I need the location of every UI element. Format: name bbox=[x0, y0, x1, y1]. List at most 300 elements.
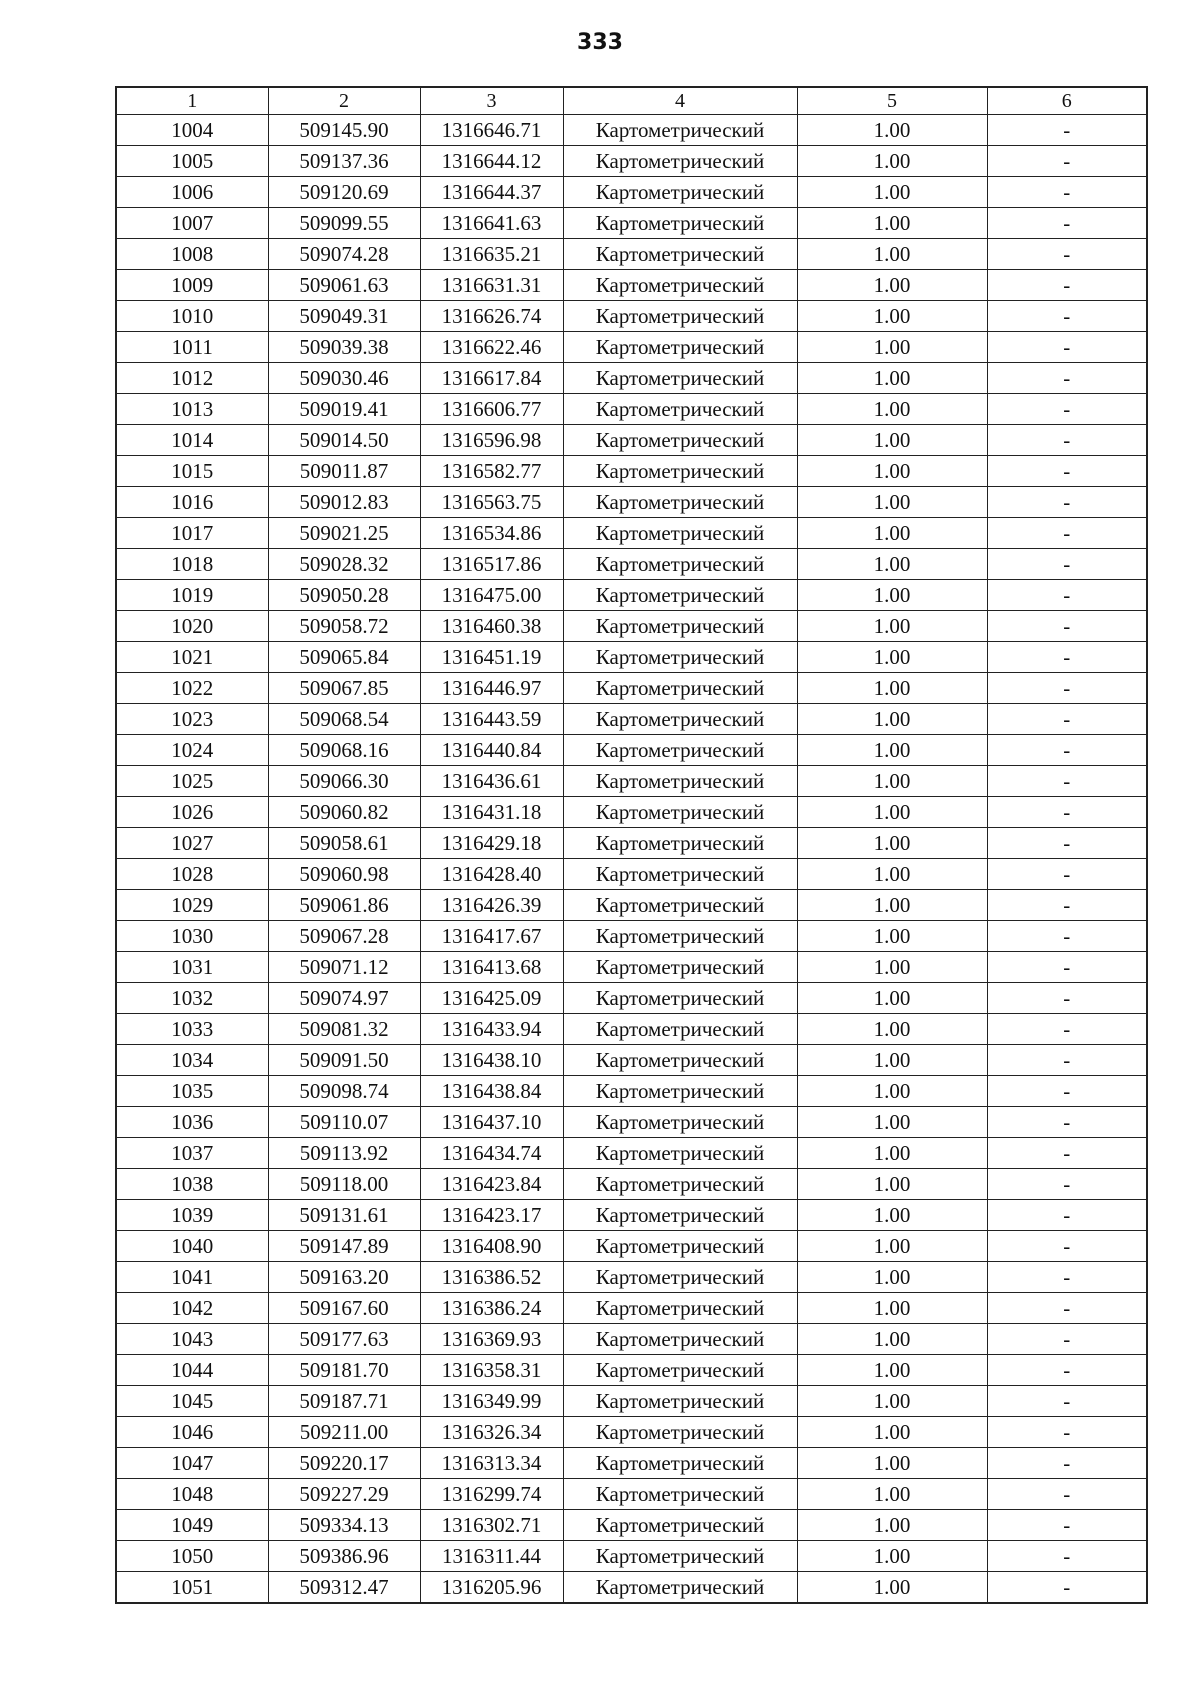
y-coordinate-cell: 1316437.10 bbox=[420, 1107, 563, 1138]
table-row bbox=[116, 1448, 1147, 1479]
point-number-cell: 1041 bbox=[116, 1262, 268, 1293]
point-number-cell: 1037 bbox=[116, 1138, 268, 1169]
method-cell: Картометрический bbox=[563, 456, 797, 487]
point-number-cell: 1051 bbox=[116, 1572, 268, 1604]
point-number-cell: 1046 bbox=[116, 1417, 268, 1448]
y-coordinate-cell: 1316417.67 bbox=[420, 921, 563, 952]
method-cell: Картометрический bbox=[563, 177, 797, 208]
x-coordinate-cell: 509019.41 bbox=[268, 394, 420, 425]
column-header-1: 1 bbox=[116, 87, 268, 115]
method-cell: Картометрический bbox=[563, 1138, 797, 1169]
description-cell: - bbox=[987, 890, 1147, 921]
page-number: 333 bbox=[577, 30, 623, 55]
accuracy-cell: 1.00 bbox=[797, 921, 987, 952]
table-row bbox=[116, 890, 1147, 921]
table-row bbox=[116, 1417, 1147, 1448]
method-cell: Картометрический bbox=[563, 983, 797, 1014]
y-coordinate-cell: 1316446.97 bbox=[420, 673, 563, 704]
x-coordinate-cell: 509068.16 bbox=[268, 735, 420, 766]
y-coordinate-cell: 1316326.34 bbox=[420, 1417, 563, 1448]
x-coordinate-cell: 509061.86 bbox=[268, 890, 420, 921]
accuracy-cell: 1.00 bbox=[797, 1200, 987, 1231]
point-number-cell: 1025 bbox=[116, 766, 268, 797]
table-row bbox=[116, 1324, 1147, 1355]
accuracy-cell: 1.00 bbox=[797, 301, 987, 332]
y-coordinate-cell: 1316644.37 bbox=[420, 177, 563, 208]
y-coordinate-cell: 1316622.46 bbox=[420, 332, 563, 363]
accuracy-cell: 1.00 bbox=[797, 642, 987, 673]
description-cell: - bbox=[987, 1479, 1147, 1510]
point-number-cell: 1034 bbox=[116, 1045, 268, 1076]
y-coordinate-cell: 1316438.84 bbox=[420, 1076, 563, 1107]
accuracy-cell: 1.00 bbox=[797, 363, 987, 394]
y-coordinate-cell: 1316423.84 bbox=[420, 1169, 563, 1200]
description-cell: - bbox=[987, 487, 1147, 518]
accuracy-cell: 1.00 bbox=[797, 890, 987, 921]
table-header bbox=[116, 87, 1147, 115]
description-cell: - bbox=[987, 394, 1147, 425]
description-cell: - bbox=[987, 1293, 1147, 1324]
point-number-cell: 1013 bbox=[116, 394, 268, 425]
method-cell: Картометрический bbox=[563, 1200, 797, 1231]
x-coordinate-cell: 509099.55 bbox=[268, 208, 420, 239]
y-coordinate-cell: 1316641.63 bbox=[420, 208, 563, 239]
accuracy-cell: 1.00 bbox=[797, 146, 987, 177]
point-number-cell: 1047 bbox=[116, 1448, 268, 1479]
x-coordinate-cell: 509049.31 bbox=[268, 301, 420, 332]
method-cell: Картометрический bbox=[563, 704, 797, 735]
point-number-cell: 1044 bbox=[116, 1355, 268, 1386]
method-cell: Картометрический bbox=[563, 735, 797, 766]
table-row bbox=[116, 1572, 1147, 1604]
accuracy-cell: 1.00 bbox=[797, 1417, 987, 1448]
accuracy-cell: 1.00 bbox=[797, 1076, 987, 1107]
x-coordinate-cell: 509145.90 bbox=[268, 115, 420, 146]
table-body bbox=[116, 115, 1147, 1604]
accuracy-cell: 1.00 bbox=[797, 1169, 987, 1200]
table-row bbox=[116, 487, 1147, 518]
y-coordinate-cell: 1316429.18 bbox=[420, 828, 563, 859]
accuracy-cell: 1.00 bbox=[797, 704, 987, 735]
method-cell: Картометрический bbox=[563, 239, 797, 270]
point-number-cell: 1042 bbox=[116, 1293, 268, 1324]
table-row bbox=[116, 1014, 1147, 1045]
description-cell: - bbox=[987, 208, 1147, 239]
accuracy-cell: 1.00 bbox=[797, 549, 987, 580]
accuracy-cell: 1.00 bbox=[797, 270, 987, 301]
y-coordinate-cell: 1316302.71 bbox=[420, 1510, 563, 1541]
y-coordinate-cell: 1316311.44 bbox=[420, 1541, 563, 1572]
column-header-6: 6 bbox=[987, 87, 1147, 115]
point-number-cell: 1016 bbox=[116, 487, 268, 518]
table-row bbox=[116, 1138, 1147, 1169]
x-coordinate-cell: 509211.00 bbox=[268, 1417, 420, 1448]
method-cell: Картометрический bbox=[563, 394, 797, 425]
description-cell: - bbox=[987, 828, 1147, 859]
description-cell: - bbox=[987, 1169, 1147, 1200]
x-coordinate-cell: 509113.92 bbox=[268, 1138, 420, 1169]
point-number-cell: 1050 bbox=[116, 1541, 268, 1572]
y-coordinate-cell: 1316631.31 bbox=[420, 270, 563, 301]
table-row bbox=[116, 1293, 1147, 1324]
y-coordinate-cell: 1316438.10 bbox=[420, 1045, 563, 1076]
description-cell: - bbox=[987, 1572, 1147, 1604]
description-cell: - bbox=[987, 921, 1147, 952]
accuracy-cell: 1.00 bbox=[797, 456, 987, 487]
x-coordinate-cell: 509060.98 bbox=[268, 859, 420, 890]
x-coordinate-cell: 509058.72 bbox=[268, 611, 420, 642]
method-cell: Картометрический bbox=[563, 766, 797, 797]
x-coordinate-cell: 509030.46 bbox=[268, 363, 420, 394]
description-cell: - bbox=[987, 1355, 1147, 1386]
y-coordinate-cell: 1316349.99 bbox=[420, 1386, 563, 1417]
accuracy-cell: 1.00 bbox=[797, 859, 987, 890]
point-number-cell: 1020 bbox=[116, 611, 268, 642]
accuracy-cell: 1.00 bbox=[797, 208, 987, 239]
column-header-5: 5 bbox=[797, 87, 987, 115]
description-cell: - bbox=[987, 239, 1147, 270]
x-coordinate-cell: 509137.36 bbox=[268, 146, 420, 177]
table-row bbox=[116, 1231, 1147, 1262]
point-number-cell: 1018 bbox=[116, 549, 268, 580]
description-cell: - bbox=[987, 549, 1147, 580]
accuracy-cell: 1.00 bbox=[797, 1510, 987, 1541]
point-number-cell: 1017 bbox=[116, 518, 268, 549]
y-coordinate-cell: 1316433.94 bbox=[420, 1014, 563, 1045]
accuracy-cell: 1.00 bbox=[797, 1386, 987, 1417]
description-cell: - bbox=[987, 115, 1147, 146]
point-number-cell: 1049 bbox=[116, 1510, 268, 1541]
table-row bbox=[116, 642, 1147, 673]
table-row bbox=[116, 332, 1147, 363]
point-number-cell: 1022 bbox=[116, 673, 268, 704]
x-coordinate-cell: 509060.82 bbox=[268, 797, 420, 828]
y-coordinate-cell: 1316517.86 bbox=[420, 549, 563, 580]
point-number-cell: 1032 bbox=[116, 983, 268, 1014]
method-cell: Картометрический bbox=[563, 1169, 797, 1200]
x-coordinate-cell: 509028.32 bbox=[268, 549, 420, 580]
accuracy-cell: 1.00 bbox=[797, 1045, 987, 1076]
y-coordinate-cell: 1316313.34 bbox=[420, 1448, 563, 1479]
table-row bbox=[116, 983, 1147, 1014]
y-coordinate-cell: 1316434.74 bbox=[420, 1138, 563, 1169]
point-number-cell: 1006 bbox=[116, 177, 268, 208]
accuracy-cell: 1.00 bbox=[797, 1572, 987, 1604]
x-coordinate-cell: 509065.84 bbox=[268, 642, 420, 673]
y-coordinate-cell: 1316431.18 bbox=[420, 797, 563, 828]
x-coordinate-cell: 509014.50 bbox=[268, 425, 420, 456]
y-coordinate-cell: 1316436.61 bbox=[420, 766, 563, 797]
description-cell: - bbox=[987, 1014, 1147, 1045]
x-coordinate-cell: 509220.17 bbox=[268, 1448, 420, 1479]
y-coordinate-cell: 1316646.71 bbox=[420, 115, 563, 146]
point-number-cell: 1031 bbox=[116, 952, 268, 983]
x-coordinate-cell: 509147.89 bbox=[268, 1231, 420, 1262]
table-row bbox=[116, 549, 1147, 580]
method-cell: Картометрический bbox=[563, 797, 797, 828]
point-number-cell: 1015 bbox=[116, 456, 268, 487]
method-cell: Картометрический bbox=[563, 1541, 797, 1572]
y-coordinate-cell: 1316423.17 bbox=[420, 1200, 563, 1231]
method-cell: Картометрический bbox=[563, 1014, 797, 1045]
x-coordinate-cell: 509098.74 bbox=[268, 1076, 420, 1107]
x-coordinate-cell: 509120.69 bbox=[268, 177, 420, 208]
description-cell: - bbox=[987, 1107, 1147, 1138]
x-coordinate-cell: 509181.70 bbox=[268, 1355, 420, 1386]
point-number-cell: 1009 bbox=[116, 270, 268, 301]
method-cell: Картометрический bbox=[563, 1076, 797, 1107]
method-cell: Картометрический bbox=[563, 580, 797, 611]
y-coordinate-cell: 1316425.09 bbox=[420, 983, 563, 1014]
accuracy-cell: 1.00 bbox=[797, 766, 987, 797]
accuracy-cell: 1.00 bbox=[797, 1262, 987, 1293]
y-coordinate-cell: 1316596.98 bbox=[420, 425, 563, 456]
y-coordinate-cell: 1316426.39 bbox=[420, 890, 563, 921]
method-cell: Картометрический bbox=[563, 208, 797, 239]
x-coordinate-cell: 509312.47 bbox=[268, 1572, 420, 1604]
table-row bbox=[116, 394, 1147, 425]
point-number-cell: 1014 bbox=[116, 425, 268, 456]
method-cell: Картометрический bbox=[563, 611, 797, 642]
x-coordinate-cell: 509131.61 bbox=[268, 1200, 420, 1231]
table-row bbox=[116, 704, 1147, 735]
y-coordinate-cell: 1316644.12 bbox=[420, 146, 563, 177]
table-row bbox=[116, 177, 1147, 208]
description-cell: - bbox=[987, 952, 1147, 983]
description-cell: - bbox=[987, 1076, 1147, 1107]
point-number-cell: 1038 bbox=[116, 1169, 268, 1200]
table-row bbox=[116, 1045, 1147, 1076]
method-cell: Картометрический bbox=[563, 859, 797, 890]
description-cell: - bbox=[987, 797, 1147, 828]
table-row bbox=[116, 146, 1147, 177]
x-coordinate-cell: 509167.60 bbox=[268, 1293, 420, 1324]
description-cell: - bbox=[987, 301, 1147, 332]
description-cell: - bbox=[987, 146, 1147, 177]
y-coordinate-cell: 1316386.52 bbox=[420, 1262, 563, 1293]
method-cell: Картометрический bbox=[563, 1417, 797, 1448]
point-number-cell: 1023 bbox=[116, 704, 268, 735]
accuracy-cell: 1.00 bbox=[797, 580, 987, 611]
x-coordinate-cell: 509110.07 bbox=[268, 1107, 420, 1138]
method-cell: Картометрический bbox=[563, 1479, 797, 1510]
point-number-cell: 1036 bbox=[116, 1107, 268, 1138]
method-cell: Картометрический bbox=[563, 363, 797, 394]
point-number-cell: 1043 bbox=[116, 1324, 268, 1355]
accuracy-cell: 1.00 bbox=[797, 518, 987, 549]
y-coordinate-cell: 1316428.40 bbox=[420, 859, 563, 890]
x-coordinate-cell: 509071.12 bbox=[268, 952, 420, 983]
method-cell: Картометрический bbox=[563, 1572, 797, 1604]
description-cell: - bbox=[987, 1541, 1147, 1572]
x-coordinate-cell: 509334.13 bbox=[268, 1510, 420, 1541]
accuracy-cell: 1.00 bbox=[797, 1014, 987, 1045]
method-cell: Картометрический bbox=[563, 146, 797, 177]
description-cell: - bbox=[987, 580, 1147, 611]
table-row bbox=[116, 797, 1147, 828]
accuracy-cell: 1.00 bbox=[797, 1324, 987, 1355]
accuracy-cell: 1.00 bbox=[797, 1293, 987, 1324]
x-coordinate-cell: 509067.85 bbox=[268, 673, 420, 704]
table-row bbox=[116, 1479, 1147, 1510]
x-coordinate-cell: 509163.20 bbox=[268, 1262, 420, 1293]
table-row bbox=[116, 270, 1147, 301]
method-cell: Картометрический bbox=[563, 487, 797, 518]
description-cell: - bbox=[987, 673, 1147, 704]
table-row bbox=[116, 735, 1147, 766]
table-row bbox=[116, 766, 1147, 797]
y-coordinate-cell: 1316451.19 bbox=[420, 642, 563, 673]
column-header-2: 2 bbox=[268, 87, 420, 115]
method-cell: Картометрический bbox=[563, 301, 797, 332]
method-cell: Картометрический bbox=[563, 828, 797, 859]
accuracy-cell: 1.00 bbox=[797, 673, 987, 704]
y-coordinate-cell: 1316408.90 bbox=[420, 1231, 563, 1262]
y-coordinate-cell: 1316299.74 bbox=[420, 1479, 563, 1510]
point-number-cell: 1045 bbox=[116, 1386, 268, 1417]
x-coordinate-cell: 509091.50 bbox=[268, 1045, 420, 1076]
accuracy-cell: 1.00 bbox=[797, 1355, 987, 1386]
method-cell: Картометрический bbox=[563, 921, 797, 952]
description-cell: - bbox=[987, 456, 1147, 487]
description-cell: - bbox=[987, 177, 1147, 208]
accuracy-cell: 1.00 bbox=[797, 115, 987, 146]
table-row bbox=[116, 611, 1147, 642]
point-number-cell: 1048 bbox=[116, 1479, 268, 1510]
y-coordinate-cell: 1316443.59 bbox=[420, 704, 563, 735]
y-coordinate-cell: 1316386.24 bbox=[420, 1293, 563, 1324]
accuracy-cell: 1.00 bbox=[797, 239, 987, 270]
method-cell: Картометрический bbox=[563, 332, 797, 363]
y-coordinate-cell: 1316475.00 bbox=[420, 580, 563, 611]
table-row bbox=[116, 828, 1147, 859]
point-number-cell: 1024 bbox=[116, 735, 268, 766]
method-cell: Картометрический bbox=[563, 642, 797, 673]
description-cell: - bbox=[987, 270, 1147, 301]
table-row bbox=[116, 425, 1147, 456]
header-row bbox=[116, 87, 1147, 115]
table-row bbox=[116, 456, 1147, 487]
method-cell: Картометрический bbox=[563, 1448, 797, 1479]
table-row bbox=[116, 363, 1147, 394]
x-coordinate-cell: 509227.29 bbox=[268, 1479, 420, 1510]
description-cell: - bbox=[987, 363, 1147, 394]
y-coordinate-cell: 1316369.93 bbox=[420, 1324, 563, 1355]
method-cell: Картометрический bbox=[563, 1231, 797, 1262]
description-cell: - bbox=[987, 1417, 1147, 1448]
y-coordinate-cell: 1316413.68 bbox=[420, 952, 563, 983]
accuracy-cell: 1.00 bbox=[797, 828, 987, 859]
method-cell: Картометрический bbox=[563, 549, 797, 580]
x-coordinate-cell: 509061.63 bbox=[268, 270, 420, 301]
point-number-cell: 1039 bbox=[116, 1200, 268, 1231]
point-number-cell: 1004 bbox=[116, 115, 268, 146]
description-cell: - bbox=[987, 332, 1147, 363]
point-number-cell: 1033 bbox=[116, 1014, 268, 1045]
accuracy-cell: 1.00 bbox=[797, 1479, 987, 1510]
y-coordinate-cell: 1316582.77 bbox=[420, 456, 563, 487]
method-cell: Картометрический bbox=[563, 1355, 797, 1386]
table-row bbox=[116, 580, 1147, 611]
y-coordinate-cell: 1316205.96 bbox=[420, 1572, 563, 1604]
y-coordinate-cell: 1316606.77 bbox=[420, 394, 563, 425]
description-cell: - bbox=[987, 1138, 1147, 1169]
x-coordinate-cell: 509067.28 bbox=[268, 921, 420, 952]
description-cell: - bbox=[987, 1045, 1147, 1076]
description-cell: - bbox=[987, 518, 1147, 549]
table-row bbox=[116, 1541, 1147, 1572]
accuracy-cell: 1.00 bbox=[797, 425, 987, 456]
coordinates-table bbox=[115, 86, 1148, 1604]
table-row bbox=[116, 1355, 1147, 1386]
table-row bbox=[116, 518, 1147, 549]
accuracy-cell: 1.00 bbox=[797, 952, 987, 983]
method-cell: Картометрический bbox=[563, 1107, 797, 1138]
method-cell: Картометрический bbox=[563, 952, 797, 983]
description-cell: - bbox=[987, 1262, 1147, 1293]
description-cell: - bbox=[987, 859, 1147, 890]
method-cell: Картометрический bbox=[563, 1324, 797, 1355]
x-coordinate-cell: 509177.63 bbox=[268, 1324, 420, 1355]
table-row bbox=[116, 239, 1147, 270]
accuracy-cell: 1.00 bbox=[797, 611, 987, 642]
x-coordinate-cell: 509021.25 bbox=[268, 518, 420, 549]
description-cell: - bbox=[987, 425, 1147, 456]
y-coordinate-cell: 1316617.84 bbox=[420, 363, 563, 394]
description-cell: - bbox=[987, 1231, 1147, 1262]
point-number-cell: 1011 bbox=[116, 332, 268, 363]
description-cell: - bbox=[987, 1510, 1147, 1541]
accuracy-cell: 1.00 bbox=[797, 1541, 987, 1572]
accuracy-cell: 1.00 bbox=[797, 797, 987, 828]
x-coordinate-cell: 509074.97 bbox=[268, 983, 420, 1014]
accuracy-cell: 1.00 bbox=[797, 487, 987, 518]
table-row bbox=[116, 1200, 1147, 1231]
x-coordinate-cell: 509011.87 bbox=[268, 456, 420, 487]
x-coordinate-cell: 509118.00 bbox=[268, 1169, 420, 1200]
y-coordinate-cell: 1316534.86 bbox=[420, 518, 563, 549]
table-row bbox=[116, 115, 1147, 146]
description-cell: - bbox=[987, 1448, 1147, 1479]
table-row bbox=[116, 1386, 1147, 1417]
point-number-cell: 1028 bbox=[116, 859, 268, 890]
point-number-cell: 1021 bbox=[116, 642, 268, 673]
method-cell: Картометрический bbox=[563, 673, 797, 704]
method-cell: Картометрический bbox=[563, 1262, 797, 1293]
description-cell: - bbox=[987, 1200, 1147, 1231]
accuracy-cell: 1.00 bbox=[797, 177, 987, 208]
y-coordinate-cell: 1316563.75 bbox=[420, 487, 563, 518]
table-row bbox=[116, 1107, 1147, 1138]
point-number-cell: 1005 bbox=[116, 146, 268, 177]
x-coordinate-cell: 509074.28 bbox=[268, 239, 420, 270]
point-number-cell: 1012 bbox=[116, 363, 268, 394]
x-coordinate-cell: 509050.28 bbox=[268, 580, 420, 611]
description-cell: - bbox=[987, 611, 1147, 642]
method-cell: Картометрический bbox=[563, 270, 797, 301]
table-row bbox=[116, 952, 1147, 983]
description-cell: - bbox=[987, 983, 1147, 1014]
y-coordinate-cell: 1316440.84 bbox=[420, 735, 563, 766]
accuracy-cell: 1.00 bbox=[797, 983, 987, 1014]
accuracy-cell: 1.00 bbox=[797, 394, 987, 425]
description-cell: - bbox=[987, 735, 1147, 766]
x-coordinate-cell: 509386.96 bbox=[268, 1541, 420, 1572]
method-cell: Картометрический bbox=[563, 890, 797, 921]
description-cell: - bbox=[987, 704, 1147, 735]
method-cell: Картометрический bbox=[563, 425, 797, 456]
point-number-cell: 1030 bbox=[116, 921, 268, 952]
